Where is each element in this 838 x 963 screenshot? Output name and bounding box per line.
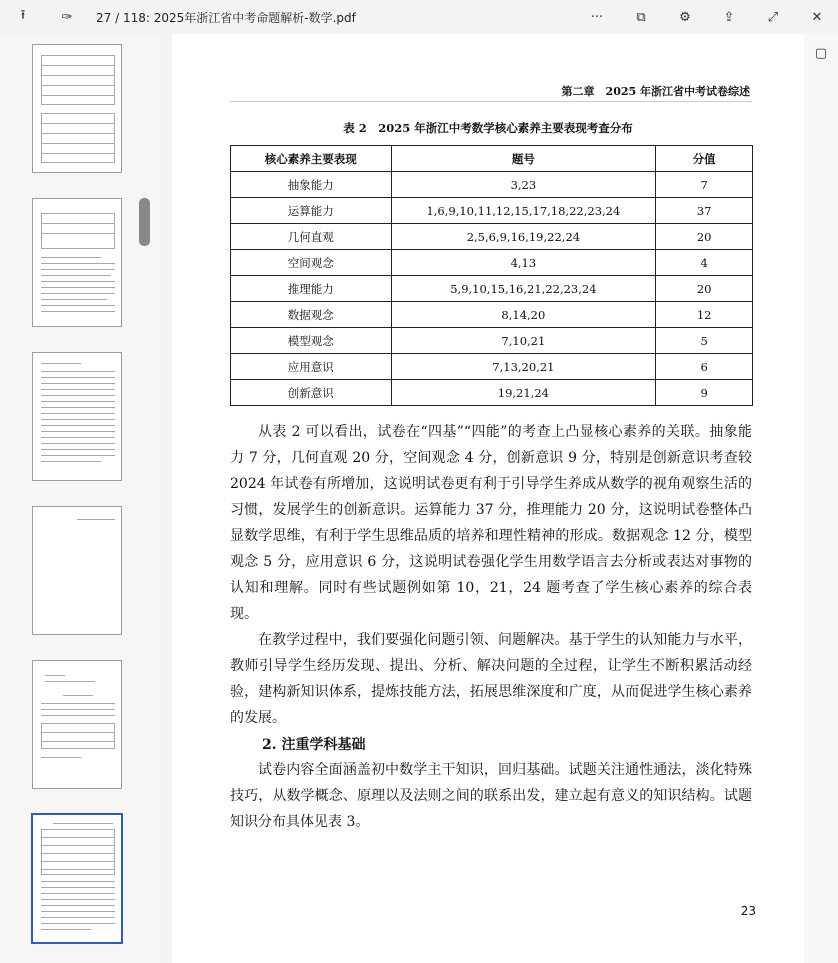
- table-row: [231, 250, 753, 276]
- table-row: [231, 172, 753, 198]
- expand-icon[interactable]: ⤢: [767, 9, 779, 25]
- page-thumbnail[interactable]: [32, 198, 122, 327]
- table-cell: 8,14,20: [391, 302, 656, 328]
- sidebar-scrollbar[interactable]: [139, 198, 150, 246]
- table-cell: 运算能力: [231, 198, 392, 224]
- table-cell: 37: [656, 198, 753, 224]
- table-row: [231, 224, 753, 250]
- table-cell: 20: [656, 276, 753, 302]
- page-number: 23: [740, 904, 756, 918]
- table-row: [231, 276, 753, 302]
- table-cell: 应用意识: [231, 354, 392, 380]
- table-header-row: [231, 146, 753, 172]
- table-header: 核心素养主要表现: [231, 146, 392, 172]
- table-cell: 12: [656, 302, 753, 328]
- document-title: 27 / 118: 2025年浙江省中考命题解析-数学.pdf: [96, 11, 356, 25]
- table-cell: 4,13: [391, 250, 656, 276]
- table-cell: 6: [656, 354, 753, 380]
- page-thumbnail[interactable]: [32, 660, 122, 789]
- page-view-icon[interactable]: ▢: [814, 45, 828, 61]
- table-row: [231, 354, 753, 380]
- table-cell: 模型观念: [231, 328, 392, 354]
- table-row: [231, 198, 753, 224]
- table-cell: 7,10,21: [391, 328, 656, 354]
- table-row: [231, 302, 753, 328]
- settings-icon[interactable]: ⚙: [679, 9, 691, 25]
- more-icon[interactable]: ···: [590, 9, 604, 25]
- table-cell: 空间观念: [231, 250, 392, 276]
- page-thumbnail[interactable]: [32, 352, 122, 481]
- core-literacy-table: [230, 145, 753, 406]
- table-cell: 5: [656, 328, 753, 354]
- body-paragraph-1: 从表 2 可以看出，试卷在“四基”“四能”的考查上凸显核心素养的关联。抽象能力 7 分，几何直观 20 分，空间观念 4 分，创新意识 9 分，特别是创新意识考查较 2024 年试卷有所增加，这说明试卷更有利于引导学生养成从数学的视角观察生活的习惯，发展学生的创新意识。运算能力 37 分，推理能力 20 分，这说明试卷整体凸显数学思维，有利于学生思维品质的培养和理性精神的形成。数据观念 12 分，模型观念 5 分，应用意识 6 分，这说明试卷强化学生用数学语言去分析或表达对事物的认知和理解。同时有些试题例如第 10，21，24 题考查了学生核心素养的综合表现。: [230, 424, 752, 622]
- table-header: 分值: [656, 146, 753, 172]
- read-aloud-icon[interactable]: ⧉: [636, 9, 646, 25]
- table-cell: 1,6,9,10,11,12,15,17,18,22,23,24: [391, 198, 656, 224]
- share-icon[interactable]: ⇪: [723, 9, 735, 25]
- table-cell: 20: [656, 224, 753, 250]
- table-cell: 5,9,10,15,16,21,22,23,24: [391, 276, 656, 302]
- document-page: [172, 34, 804, 963]
- table-cell: 2,5,6,9,16,19,22,24: [391, 224, 656, 250]
- table-cell: 推理能力: [231, 276, 392, 302]
- table-cell: 几何直观: [231, 224, 392, 250]
- table-cell: 抽象能力: [231, 172, 392, 198]
- table-row: [231, 380, 753, 406]
- top-arrow-icon[interactable]: ⭱: [20, 8, 26, 23]
- title-bar: [0, 0, 838, 34]
- table-header: 题号: [391, 146, 656, 172]
- title-bar-right: [588, 8, 826, 26]
- section-heading: 2. 注重学科基础: [262, 737, 366, 753]
- table-cell: 4: [656, 250, 753, 276]
- table-cell: 9: [656, 380, 753, 406]
- table-cell: 3,23: [391, 172, 656, 198]
- table-cell: 7: [656, 172, 753, 198]
- running-head: 第二章 2025 年浙江省中考试卷综述: [561, 85, 750, 98]
- body-paragraph-3: 试卷内容全面涵盖初中数学主干知识，回归基础。试题关注通性通法，淡化特殊技巧，从数学概念、原理以及法则之间的联系出发，建立起有意义的知识结构。试题知识分布具体见表 3。: [230, 762, 752, 830]
- page-thumbnail[interactable]: [32, 44, 122, 173]
- pin-icon[interactable]: ✑: [61, 9, 73, 25]
- right-panel: [804, 34, 838, 963]
- header-rule: [230, 101, 752, 102]
- table-cell: 创新意识: [231, 380, 392, 406]
- table-cell: 19,21,24: [391, 380, 656, 406]
- thumbnail-sidebar: [0, 34, 160, 963]
- title-bar-left: [14, 8, 76, 26]
- close-icon[interactable]: ✕: [811, 9, 823, 25]
- table-row: [231, 328, 753, 354]
- table-cell: 7,13,20,21: [391, 354, 656, 380]
- table-caption: 表 2 2025 年浙江中考数学核心素养主要表现考查分布: [343, 121, 633, 135]
- page-thumbnail[interactable]: [32, 506, 122, 635]
- table-cell: 数据观念: [231, 302, 392, 328]
- body-paragraph-2: 在教学过程中，我们要强化问题引领、问题解决。基于学生的认知能力与水平，教师引导学生经历发现、提出、分析、解决问题的全过程，让学生不断积累活动经验，建构新知识体系，提炼技能方法，拓展思维深度和广度，从而促进学生核心素养的发展。: [230, 632, 752, 726]
- page-thumbnail-current[interactable]: [32, 814, 122, 943]
